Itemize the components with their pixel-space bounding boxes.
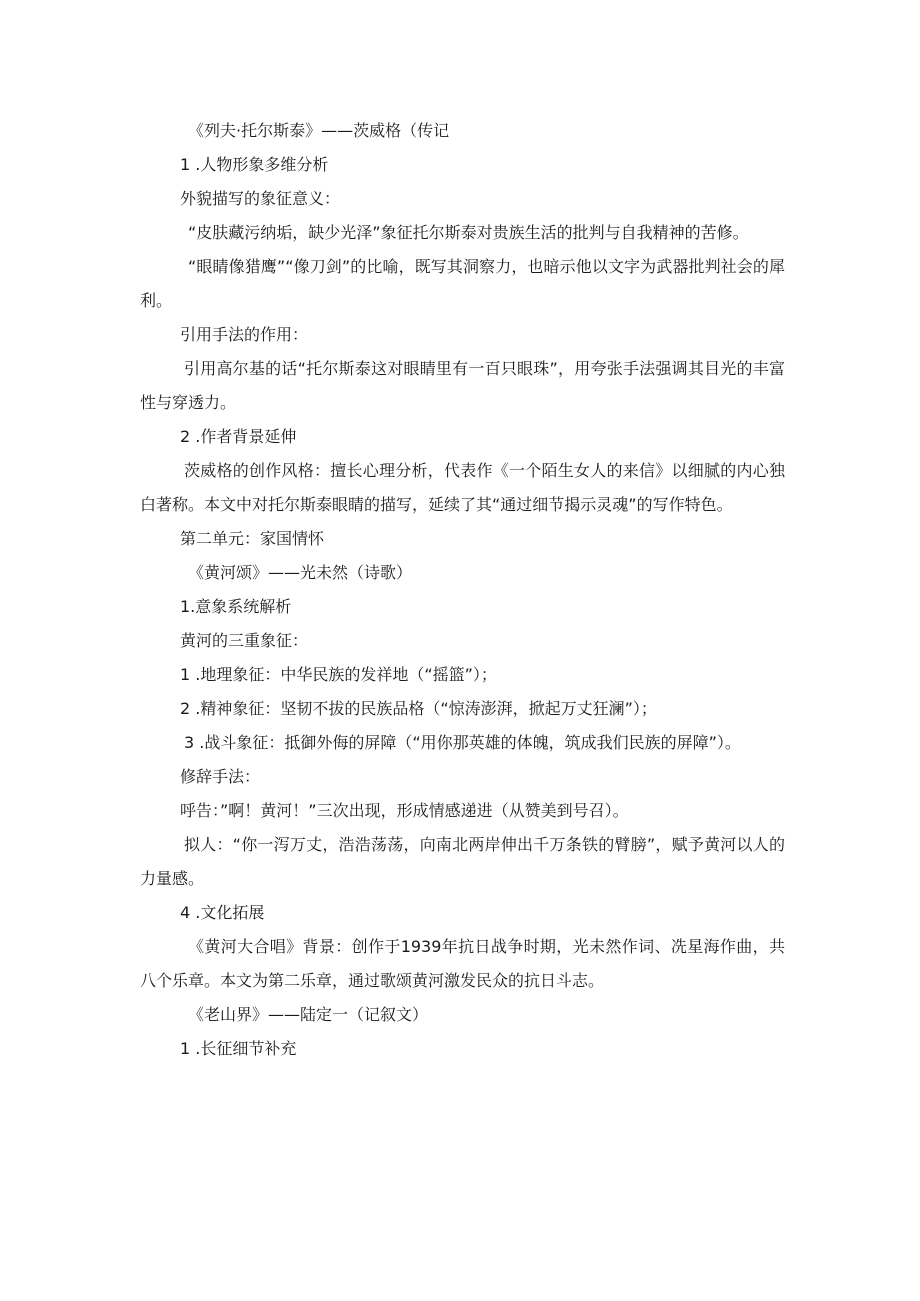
label-quotation-effect: 引用手法的作用： bbox=[180, 325, 309, 344]
list-item-spiritual: 2 .精神象征：坚韧不拔的民族品格（“惊涛澎湃，掀起万丈狂澜”）； bbox=[180, 699, 657, 718]
subheading-long-march-details: 1 .长征细节补充 bbox=[180, 1039, 297, 1058]
section-heading-laoshanjie: 《老山界》——陆定一（记叙文） bbox=[188, 1005, 429, 1024]
paragraph-skin-symbolism: “皮肤藏污纳垢，缺少光泽”象征托尔斯泰对贵族生活的批判与自我精神的苦修。 bbox=[188, 223, 749, 242]
list-item-geographic: 1 .地理象征：中华民族的发祥地（“摇篮”）； bbox=[180, 665, 497, 684]
paragraph-eyes-metaphor: “眼睛像猎鹰”“像刀剑”的比喻，既写其洞察力，也暗示他以文字为武器批判社会的犀利。 bbox=[140, 257, 785, 310]
paragraph-apostrophe: 呼告：”啊！黄河！”三次出现，形成情感递进（从赞美到号召）。 bbox=[180, 801, 629, 820]
subheading-cultural-extension: 4 .文化拓展 bbox=[180, 903, 265, 922]
subheading-imagery-analysis: 1.意象系统解析 bbox=[180, 597, 292, 616]
paragraph-cantata-background: 《黄河大合唱》背景：创作于1939年抗日战争时期，光未然作词、冼星海作曲，共八个乐章。本文为第二乐章，通过歌颂黄河激发民众的抗日斗志。 bbox=[140, 937, 785, 990]
paragraph-zweig-style: 茨威格的创作风格：擅长心理分析，代表作《一个陌生女人的来信》以细腻的内心独白著称。本文中对托尔斯泰眼睛的描写，延续了其“通过细节揭示灵魂”的写作特色。 bbox=[140, 461, 785, 514]
subheading-author-background: 2 .作者背景延伸 bbox=[180, 427, 297, 446]
section-heading-tolstoy: 《列夫·托尔斯泰》——茨威格（传记 bbox=[188, 121, 450, 140]
label-appearance-symbolism: 外貌描写的象征意义： bbox=[180, 189, 341, 208]
label-rhetoric: 修辞手法： bbox=[180, 767, 261, 786]
paragraph-gorky-quote: 引用高尔基的话“托尔斯泰这对眼睛里有一百只眼珠”，用夸张手法强调其目光的丰富性与穿透力。 bbox=[140, 359, 785, 412]
list-item-combat: 3 .战斗象征：抵御外侮的屏障（“用你那英雄的体魄，筑成我们民族的屏障”）。 bbox=[184, 733, 741, 752]
section-heading-yellow-river: 《黄河颂》——光未然（诗歌） bbox=[188, 563, 413, 582]
document-body bbox=[140, 114, 785, 1066]
unit-heading-two: 第二单元：家国情怀 bbox=[180, 529, 325, 548]
subheading-character-analysis: 1 .人物形象多维分析 bbox=[180, 155, 329, 174]
paragraph-personification: 拟人：“你一泻万丈，浩浩荡荡，向南北两岸伸出千万条铁的臂膀”，赋予黄河以人的力量感。 bbox=[140, 835, 785, 888]
label-triple-symbolism: 黄河的三重象征： bbox=[180, 631, 309, 650]
